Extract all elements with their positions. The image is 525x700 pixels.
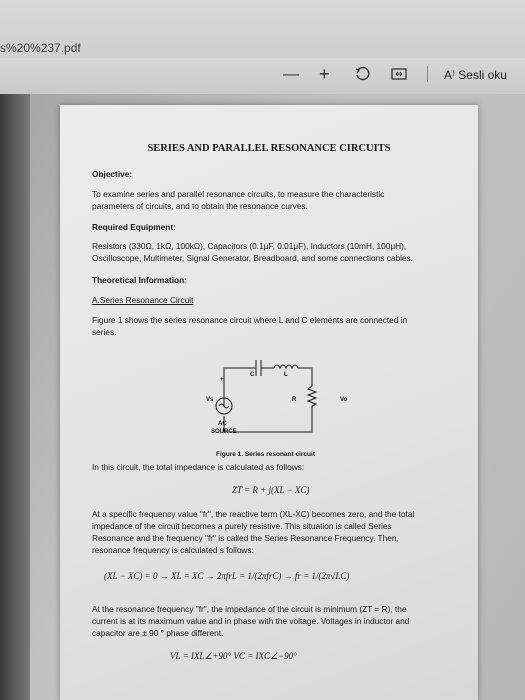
resonance-paragraph-line: At a specific frequency value "fr", the reactive term (XL-XC) becomes zero, and the total	[92, 509, 415, 519]
polarity-plus-label: +	[220, 377, 224, 383]
capacitor-label: C	[250, 372, 255, 378]
fit-page-icon[interactable]	[391, 68, 407, 80]
resonance-frequency-equation: (XL − XC) = 0 → XL = XC → 2πfrL = 1/(2πfrC) → fr = 1/(2π√LC)	[104, 571, 350, 581]
resonance-paragraph-line: Resonance and the frequency "fr" is called the Series Resonance Frequency. Then,	[92, 533, 399, 543]
equipment-text-line: Oscilloscope, Multimeter, Signal Generator, Breadboard, and some connections cables.	[92, 253, 413, 263]
page-title: SERIES AND PARALLEL RESONANCE CIRCUITS	[147, 143, 391, 154]
resistor-label: R	[292, 397, 297, 403]
objective-text-line: parameters of circuits, and to obtain the resonance curves.	[92, 201, 308, 211]
source-label-line: SOURCE	[211, 429, 237, 435]
pdf-page	[60, 105, 478, 700]
source-label-line: AC	[218, 421, 227, 427]
output-voltage-label: Vo	[340, 397, 348, 403]
figure-intro-line: series.	[92, 327, 117, 337]
resonance-condition-line: current is at its maximum value and in phase with the voltage. Voltages in inductor and	[92, 616, 410, 626]
theory-heading: Theoretical Information:	[92, 275, 187, 285]
zoom-in-button[interactable]: +	[319, 64, 330, 84]
window-filename: s%20%237.pdf	[0, 41, 81, 55]
impedance-intro: In this circuit, the total impedance is calculated as follows:	[92, 462, 305, 472]
objective-text-line: To examine series and parallel resonance circuits, to measure the characteristic	[92, 189, 385, 199]
inductor-label: L	[284, 372, 288, 378]
rotate-icon[interactable]	[354, 66, 370, 82]
figure-intro-line: Figure 1 shows the series resonance circuit where L and C elements are connected in	[92, 315, 408, 325]
impedance-equation: ZT = R + j(XL − XC)	[232, 485, 310, 495]
toolbar-divider	[427, 66, 428, 82]
resonance-paragraph-line: impedance of the circuit becomes a purely resistive. This situation is called Series	[92, 521, 392, 531]
equipment-heading: Required Equipment:	[92, 222, 176, 232]
equipment-text-line: Resistors (330Ω, 1kΩ, 100kΩ), Capacitors (0.1μF, 0.01μF), Inductors (10mH, 100μH),	[92, 241, 407, 251]
figure-caption: Figure 1. Series resonant circuit	[216, 451, 315, 458]
series-resonance-circuit-diagram	[194, 360, 344, 440]
resonance-paragraph-line: resonance frequency is calculated s follows:	[92, 545, 254, 555]
resonance-condition-line: capacitor are ± 90 ° phase different.	[92, 628, 224, 638]
section-heading: A.Series Resonance Circuit	[92, 295, 194, 305]
objective-heading: Objective:	[92, 169, 133, 179]
source-voltage-label: Vs	[206, 397, 214, 403]
zoom-out-button[interactable]: —	[283, 66, 299, 83]
read-aloud-button[interactable]: A⁾ Sesli oku	[444, 68, 507, 82]
resonance-condition-line: At the resonance frequency "fr", the impedance of the circuit is minimum (ZT = R), the	[92, 604, 407, 614]
voltage-phase-equations: VL = IXL∠+90° VC = IXC∠−90°	[170, 651, 297, 661]
